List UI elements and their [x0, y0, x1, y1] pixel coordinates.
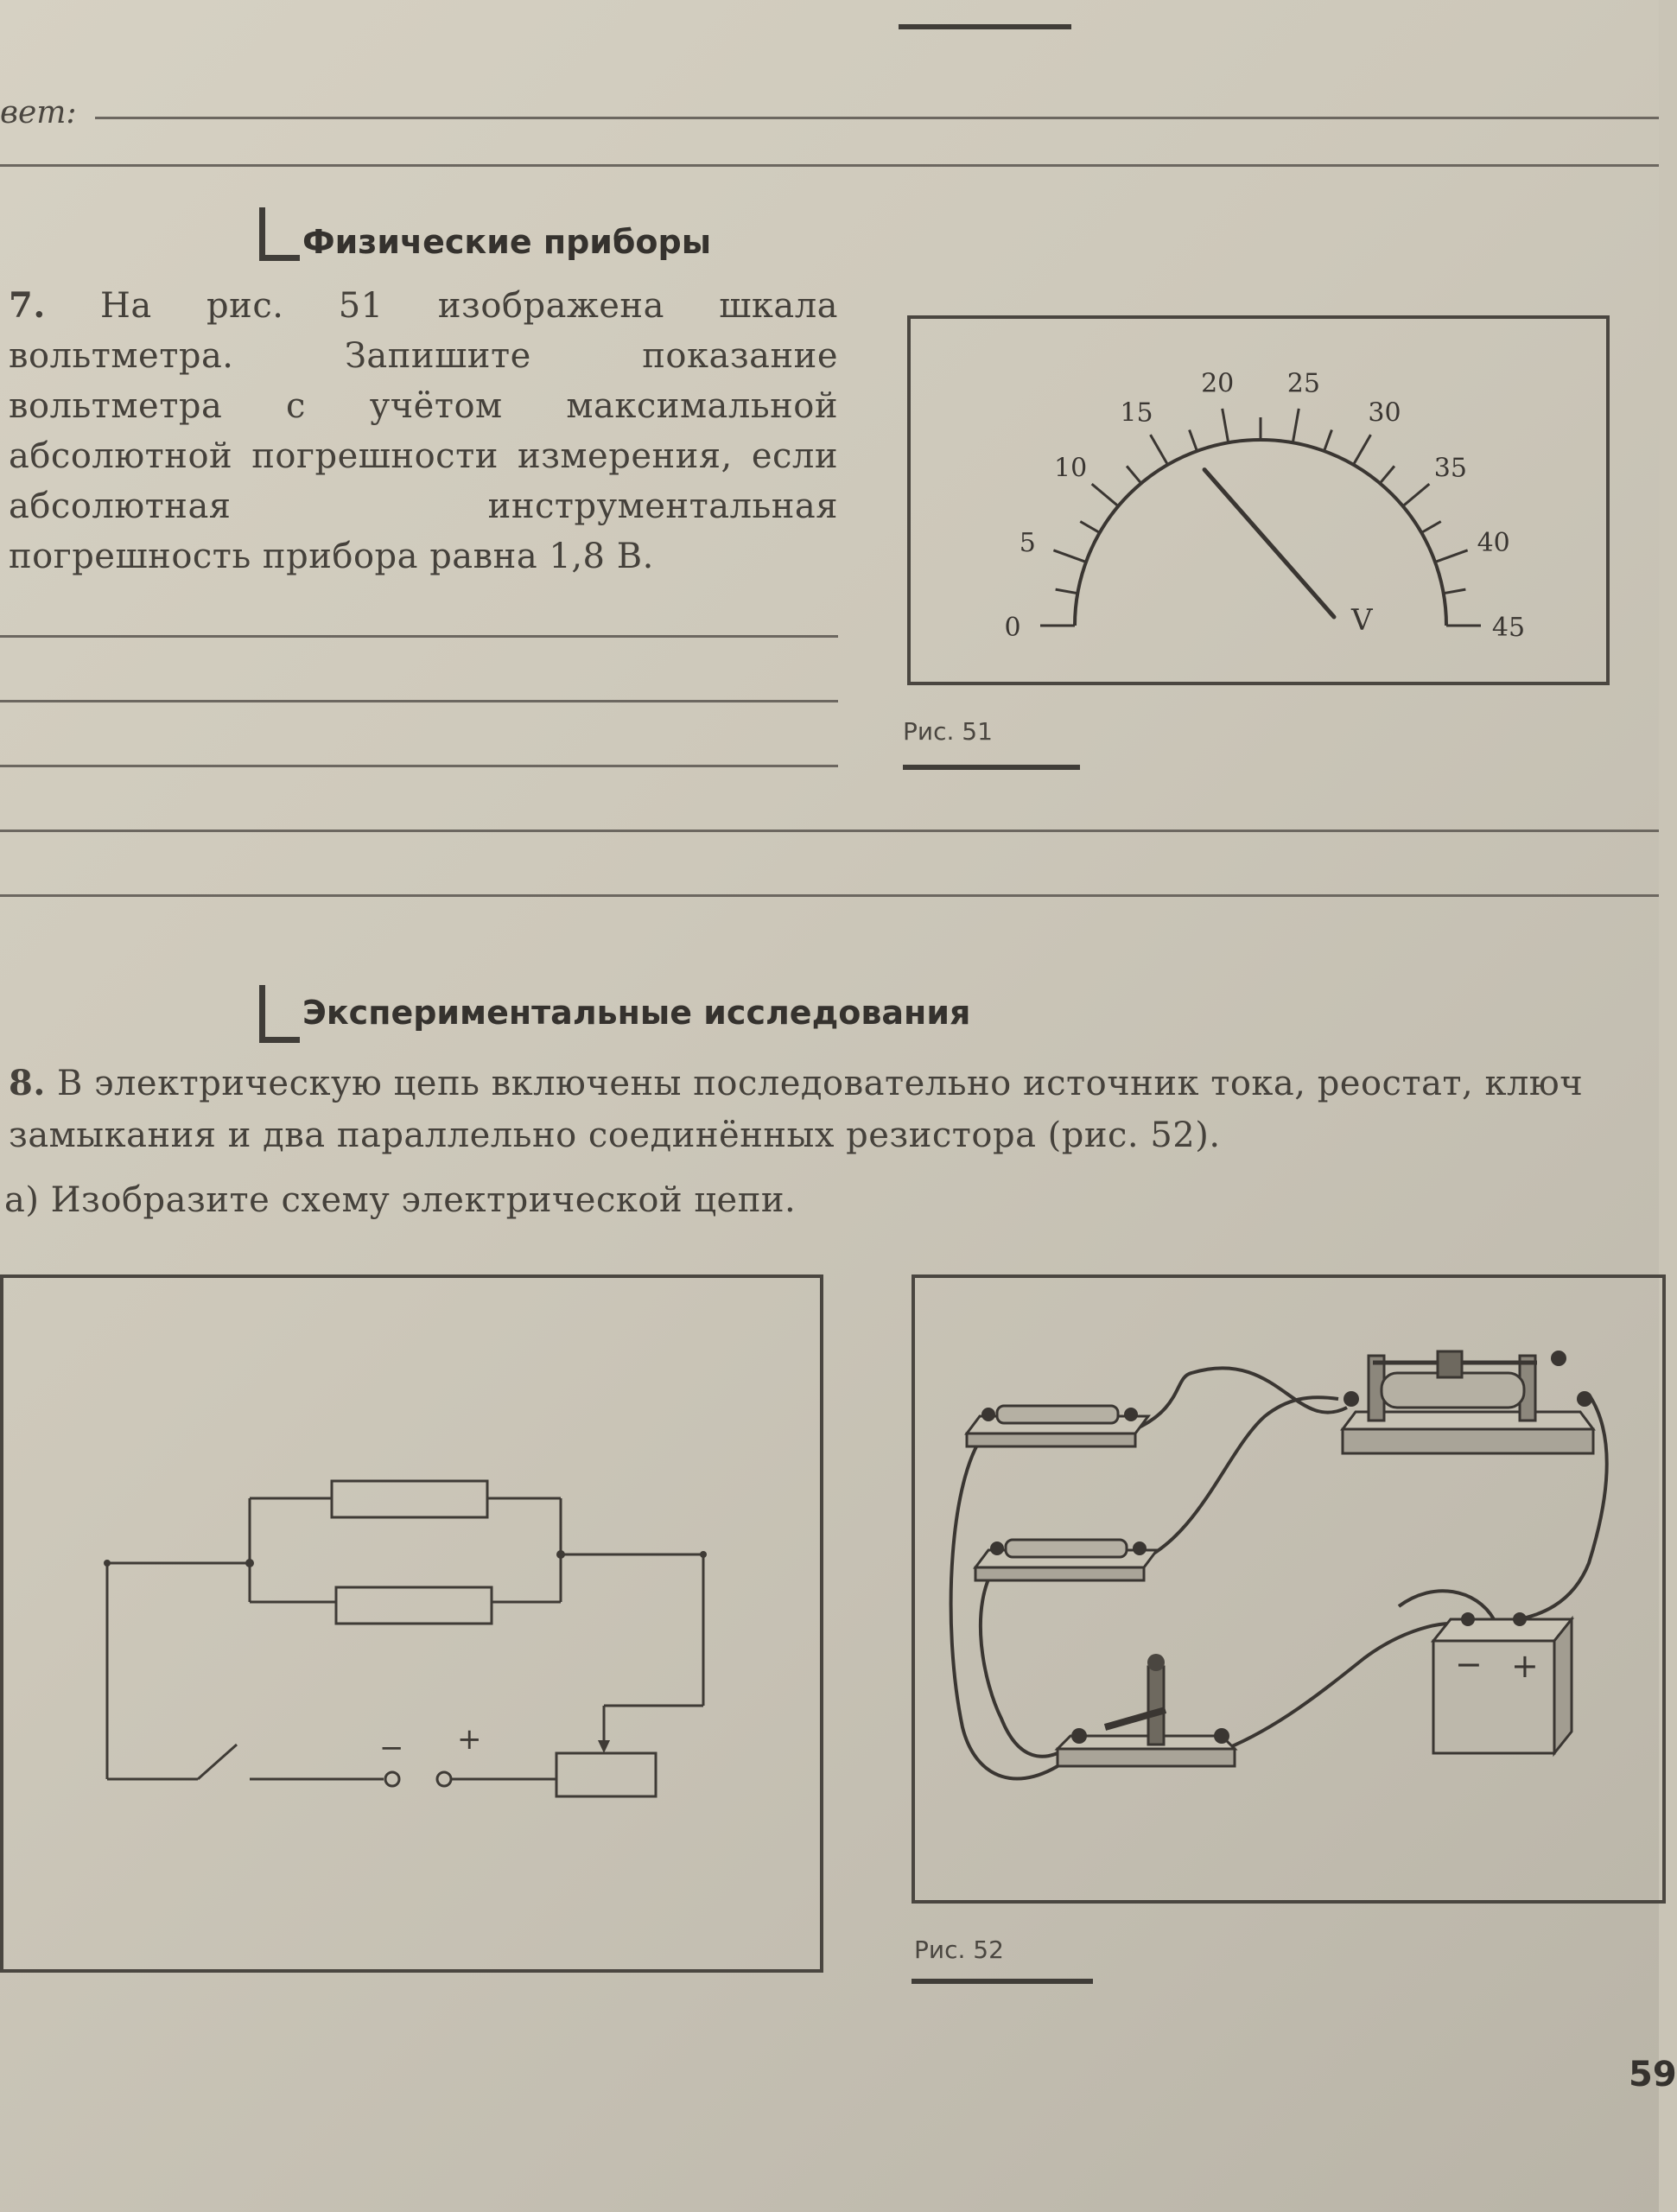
- resistor-2-illustration: [975, 1540, 1157, 1580]
- figure-52-underline: [912, 1979, 1093, 1984]
- scale-major-tick: [1151, 435, 1168, 465]
- section-mark: [259, 207, 300, 261]
- figure-51-box: [907, 315, 1610, 685]
- page-number: 59: [1629, 2055, 1677, 2094]
- answer-line: [0, 164, 1659, 167]
- switch-illustration: [1058, 1654, 1235, 1766]
- scale-major-tick: [1092, 484, 1119, 506]
- rheostat-slider-arrow: [598, 1740, 610, 1753]
- voltmeter-needle: [1204, 470, 1334, 617]
- schematic-plus-label: +: [457, 1722, 482, 1757]
- figure-52-caption: Рис. 52: [914, 1936, 1004, 1964]
- scale-label: 15: [1120, 397, 1153, 429]
- voltmeter-scale: [911, 319, 1606, 682]
- switch-blade: [198, 1745, 237, 1779]
- scale-minor-tick: [1056, 589, 1078, 594]
- scale-minor-tick: [1444, 589, 1466, 594]
- scale-minor-tick: [1380, 466, 1394, 483]
- scale-label: 0: [1004, 613, 1021, 643]
- task-8-part-a: а) Изобразите схему электрической цепи.: [4, 1180, 797, 1220]
- task-number: 7.: [9, 285, 46, 326]
- scale-major-tick: [1435, 550, 1468, 563]
- scale-minor-tick: [1324, 430, 1332, 451]
- scale-minor-tick: [1080, 522, 1100, 533]
- scale-label: 20: [1201, 368, 1235, 399]
- scale-minor-tick: [1190, 430, 1197, 451]
- scale-label: 35: [1433, 453, 1467, 484]
- unit-label: V: [1351, 603, 1373, 638]
- task-7-body: На рис. 51 изображена шкала вольтметра. Запишите показание вольтметра с учётом максимальной абсолютной погрешности измерения, если абсолютная инструментальная погрешность прибора равна 1,8 В.: [9, 286, 839, 576]
- resistor-bottom: [336, 1587, 492, 1624]
- prev-figure-underline: [899, 24, 1071, 29]
- scale-label: 25: [1286, 368, 1320, 399]
- schematic-minus-label: −: [379, 1731, 404, 1765]
- scale-label: 10: [1054, 453, 1088, 484]
- scale-major-tick: [1403, 484, 1430, 506]
- task-number: 8.: [9, 1063, 46, 1103]
- figure-51-underline: [903, 765, 1080, 770]
- task-8-line1: [9, 1058, 1659, 1109]
- scale-label: 45: [1491, 613, 1526, 643]
- figure-52-box: [912, 1274, 1666, 1904]
- circuit-illustration: [915, 1278, 1662, 1900]
- scale-label: 30: [1368, 397, 1401, 429]
- task-8-line1-text: В электрическую цепь включены последовательно источник тока, реостат, ключ: [56, 1064, 1584, 1103]
- resistor-1-illustration: [967, 1406, 1148, 1446]
- answer-line: [0, 635, 838, 638]
- scale-label: 5: [1019, 527, 1036, 558]
- task-8-line2: замыкания и два параллельно соединённых резистора (рис. 52).: [9, 1116, 1221, 1155]
- figure-51-caption: Рис. 51: [903, 717, 993, 746]
- circuit-schematic: [3, 1278, 820, 1969]
- scale-major-tick: [1293, 409, 1299, 442]
- section-mark: [259, 985, 300, 1043]
- scale-minor-tick: [1421, 522, 1441, 533]
- battery-plus-label: +: [1511, 1647, 1539, 1685]
- rheostat-illustration: [1343, 1351, 1593, 1453]
- section-title-experimental-research: Экспериментальные исследования: [302, 994, 971, 1032]
- scale-label: 40: [1477, 527, 1510, 558]
- schematic-box: [0, 1274, 823, 1973]
- battery-terminal-plus: [437, 1772, 451, 1786]
- answer-line: [0, 765, 838, 767]
- answer-line: [0, 830, 1659, 832]
- answer-line: [0, 700, 838, 702]
- answer-line: [95, 117, 1659, 119]
- section-title-physical-instruments: Физические приборы: [302, 223, 712, 261]
- scale-major-tick: [1053, 550, 1086, 563]
- answer-label: вет:: [0, 95, 77, 130]
- rheostat-symbol: [556, 1753, 656, 1796]
- resistor-top: [332, 1481, 487, 1517]
- battery-minus-label: −: [1455, 1645, 1483, 1683]
- task-7-text: [9, 281, 838, 582]
- scale-minor-tick: [1127, 466, 1141, 483]
- battery-illustration: [1433, 1612, 1572, 1753]
- answer-line: [0, 894, 1659, 897]
- scale-major-tick: [1223, 409, 1229, 442]
- battery-terminal-minus: [385, 1772, 399, 1786]
- scale-major-tick: [1354, 435, 1371, 465]
